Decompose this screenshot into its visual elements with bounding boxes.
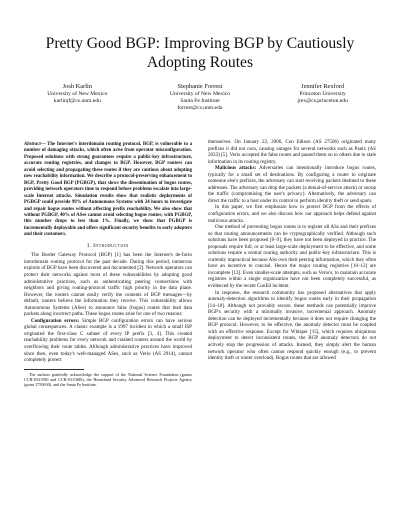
- author-forrest: [145, 83, 255, 111]
- malicious-attacks-text: Adversaries can intentionally introduce bogus routes, typically for a small set of destinations. By configuring a router to originate someone else's prefixes, the adversary can start receiving packets destined to these addresses. The adversary can drop the packets (a denial-of-service attack) or snoop the traffic (compromising the user's privacy). Alternatively, the adversary can direct the traffic to a host under its control to perform identity theft or send spam.: [208, 165, 377, 204]
- author-email: forrest@cs.unm.edu: [177, 104, 223, 111]
- author-rexford: [268, 83, 378, 111]
- author-affiliation: University of New Mexico: [169, 91, 231, 98]
- author-email: jrex@cs.princeton.edu: [297, 97, 348, 104]
- config-errors-label: Configuration errors:: [31, 317, 80, 324]
- author-name: Jennifer Rexford: [301, 83, 345, 90]
- malicious-attacks-label: Malicious attacks:: [215, 165, 257, 172]
- author-affiliation: Princeton University: [299, 91, 346, 98]
- config-errors-text: Simple BGP configuration errors can have serious global consequences. A classic example is a 1997 incident in which a small ISP originated the first-class C subnet of every IP prefix [3, 4]. This created reachability problems for every network and crashed routers around the world by overflowing their route tables. Although administrative practices have improved since then, even today's well-managed ASes, such as Verio (AS 2914), cannot completely protect: [24, 317, 192, 364]
- title-line-2: Adopting Routes: [146, 54, 254, 71]
- footnote-rule: [24, 369, 84, 370]
- malicious-attacks-paragraph: [208, 165, 376, 204]
- author-block: [16, 83, 384, 111]
- section-heading: I. Introduction: [87, 242, 129, 249]
- body-paragraph: One method of preventing bogus routes is to register all ASs and their prefixes so that routing announcements can be cryptographically verified. Although such solutions have been proposed [6–9], they have not been deployed in practice. The proposals require full, or at least large-scale deployment to be effective, and some solutions require a central routing authority and public-key infrastructure. This is currently impractical because ASs own their peering information, which they often have an incentive to conceal. Hence the major routing registries [10–12] are incomplete [13]. Even smaller-scale attempts, such as Verio's, to maintain accurate registries within a single organization have not been completely successful, as evidenced by the recent ConEd incident.: [208, 224, 376, 290]
- intro-paragraph: The Border Gateway Protocol (BGP) [1] has been the Internet's de-facto interdomain routing protocol for the past decade. During this period, numerous exploits of BGP have been discovered and documented [2]. Network operators can protect their networks against most of these vulnerabilities by adopting good administrative practices, such as authenticating peering connections with neighbors and giving routing-protocol traffic high priority in the data plane. However, the routers cannot easily verify the contents of BGP messages—by default, routers believe the information they receive. This vulnerability allows Autonomous Systems (ASes) to announce false (bogus) routes that lead data packets along incorrect paths. These bogus routes arise for one of two reasons:: [24, 252, 192, 318]
- title-line-1: Pretty Good BGP: Improving BGP by Cautiously: [45, 35, 355, 52]
- author-name: Stephanie Forrest: [177, 83, 223, 90]
- author-email: karlinjf@cs.unm.edu: [53, 97, 101, 104]
- body-paragraph: themselves. On January 22, 2006, Con Edison (AS 27506) originated many prefixes it did not own, causing outages for several networks such as Panix (AS 2033) [5]. Verio accepted the false routes and passed them on to others due to stale information in its routing registry.: [208, 139, 376, 165]
- body-paragraph: In response, the research community has proposed alternatives that apply anomaly-detection algorithms to identify bogus routes early in their propagation [14–18]. Although not provably secure, these methods can potentially improve BGP's security with a minimally invasive, incremental approach. Anomaly detection can be deployed incrementally because it does not require changing the BGP protocol. However, to be effective, the anomaly detector must be coupled with an effective response. Except for Whisper [15], which requires ubiquitous deployment to detect inconsistent routes, the BGP anomaly detectors do not actively stop the progression of attacks. Instead, they simply alert the human network operator who often cannot respond quickly enough (e.g., to prevent identity theft or router overload). Bogus routes that are allowed: [208, 289, 376, 362]
- abstract-label: Abstract: [24, 142, 41, 147]
- paper-title: [20, 34, 380, 72]
- abstract-text: — The Internet's interdomain routing protocol, BGP, is vulnerable to a number of damaging attacks, which often arise from operator misconfiguration. Proposed solutions with strong guarantees require a public-key infrastructure, accurate routing registries, and changes to BGP. However, BGP routers can avoid selecting and propagating these routes if they are cautious about adopting new reachability information. We describe a protocol-preserving enhancement to BGP, Pretty Good BGP (PGBGP), that slows the dissemination of bogus routes, providing network operators time to respond before problems escalate into large-scale Internet attacks. Simulation results show that realistic deployments of PGBGP could provide 99% of Autonomous Systems with 24 hours to investigate and repair bogus routes without affecting prefix reachability. We also show that without PGBGP, 40% of ASes cannot avoid selecting bogus routes; with PGBGP, this number drops to less than 1%. Finally, we show that PGBGP is incrementally deployable and offers significant security benefits to early adopters and their customers.: [24, 142, 192, 238]
- author-affiliation: University of New Mexico: [47, 91, 108, 98]
- footnote: The authors gratefully acknowledge the support of the National Science Foundation (grants CCR-0331580 and CCR-0311686), the Homeland Security Advanced Research Projects Agency (grant 1750630), and the Santa Fe Institute.: [24, 371, 192, 388]
- author-affiliation-2: Santa Fe Institute: [180, 97, 220, 104]
- author-karlin: [22, 83, 132, 111]
- author-name: Josh Karlin: [62, 83, 92, 90]
- body-paragraph: In this paper, we first emphasize how to protect BGP from the effects of configuration errors, and we also discuss how our approach helps defend against malicious attacks.: [208, 204, 376, 224]
- right-column: [208, 139, 376, 362]
- left-column: [24, 142, 192, 388]
- abstract: [24, 142, 192, 239]
- config-errors-paragraph: [24, 318, 192, 364]
